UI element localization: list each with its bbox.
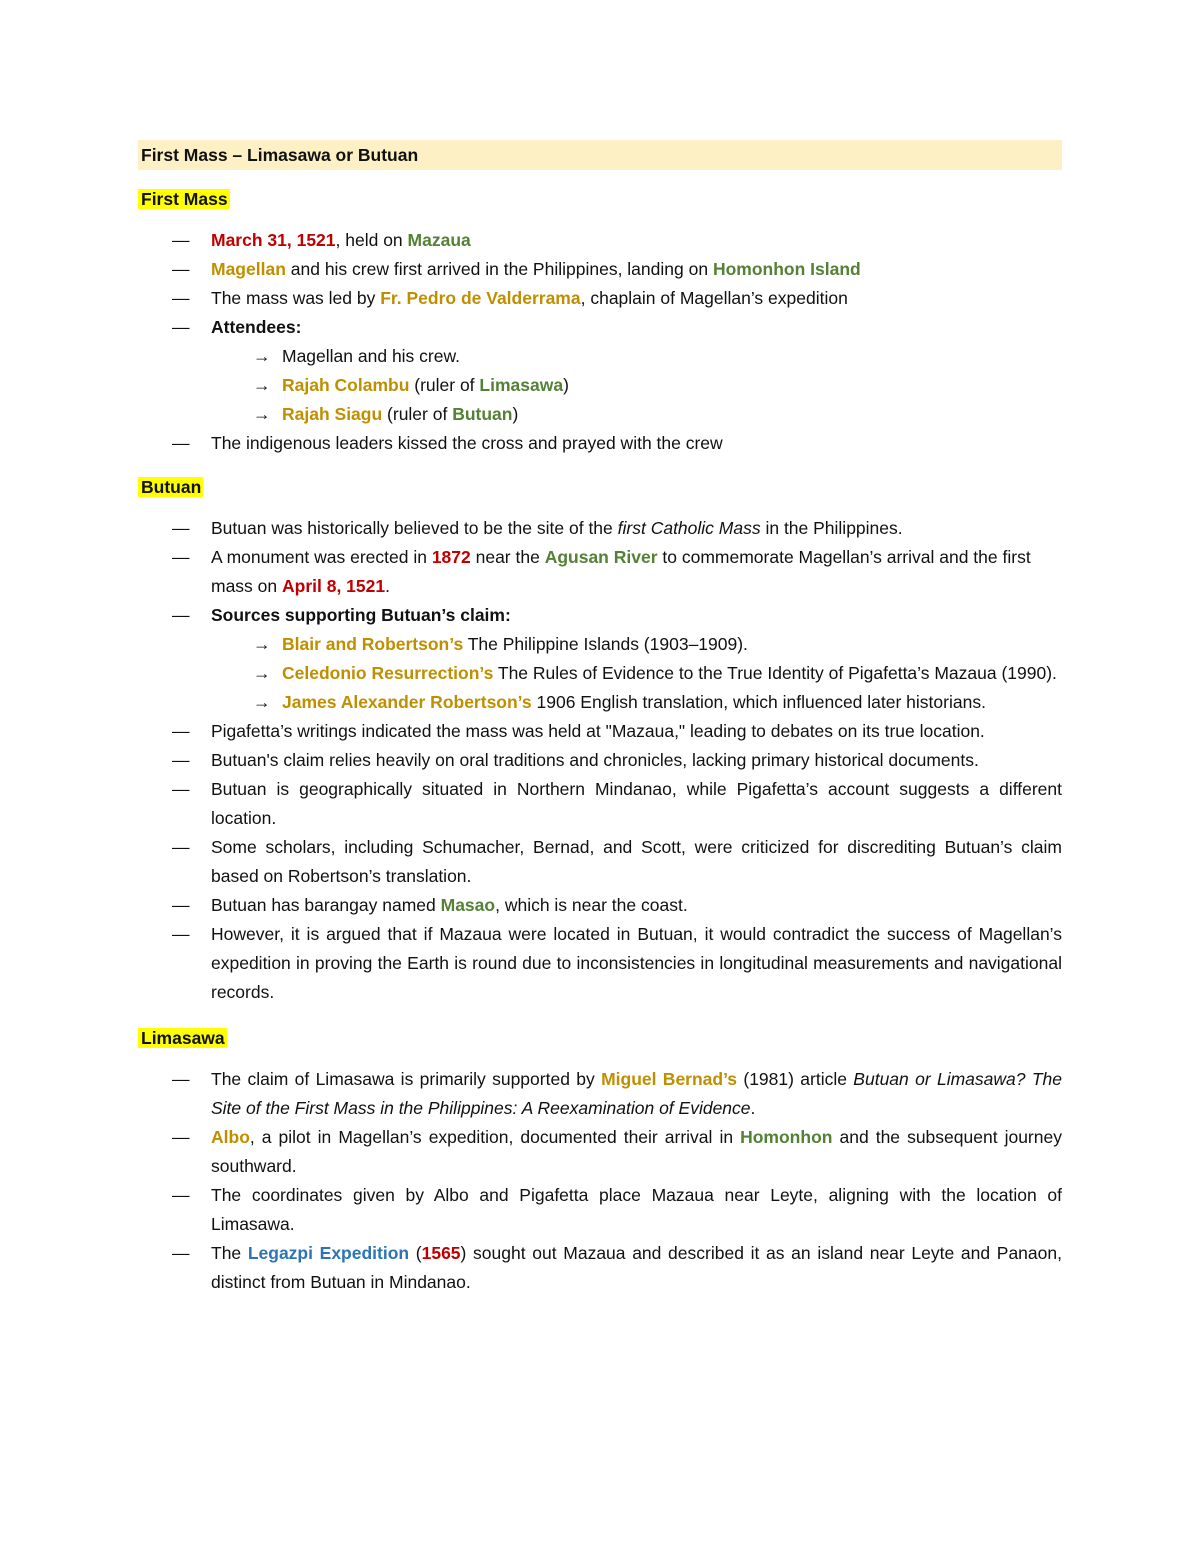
dash-bullet-icon: — xyxy=(172,433,190,453)
person-text: Fr. Pedro de Valderrama xyxy=(380,288,581,308)
text-run: A monument was erected in xyxy=(211,547,432,567)
dash-bullet-icon: — xyxy=(172,1127,190,1147)
text-run: Butuan is geographically situated in Northern Mindanao, while Pigafetta’s account suggests a different location. xyxy=(211,779,1062,828)
place-text: Butuan xyxy=(452,404,513,424)
text-run: and the subsequent journey southward. xyxy=(211,1127,1062,1176)
place-text: Homonhon Island xyxy=(712,259,861,279)
text-run: The indigenous leaders kissed the cross and prayed with the crew xyxy=(211,433,723,453)
place-text: Limasawa xyxy=(479,375,564,395)
person-text: Blair and Robertson’s xyxy=(282,634,464,654)
dash-bullet-icon: — xyxy=(172,259,190,279)
text-run: (ruler of xyxy=(409,375,480,395)
list-item xyxy=(138,1239,1062,1297)
heading-text: Butuan xyxy=(138,477,203,497)
dash-bullet-icon: — xyxy=(172,1069,190,1089)
arrow-bullet-icon: → xyxy=(253,634,271,654)
sub-list-item xyxy=(211,342,1062,371)
text-run: (ruler of xyxy=(382,404,453,424)
arrow-bullet-icon: → xyxy=(253,346,271,366)
text-run: . xyxy=(385,576,390,596)
list-item xyxy=(138,284,1062,313)
attendees-list xyxy=(211,342,1062,429)
dash-bullet-icon: — xyxy=(172,547,190,567)
list-item xyxy=(138,775,1062,833)
dash-bullet-icon: — xyxy=(172,605,190,625)
person-text: Magellan xyxy=(211,259,286,279)
section-heading-limasawa xyxy=(138,1025,1062,1051)
place-text: Homonhon xyxy=(740,1127,833,1147)
document-title: First Mass – Limasawa or Butuan xyxy=(138,140,1062,170)
person-text: Albo xyxy=(211,1127,250,1147)
text-run: The xyxy=(211,1243,248,1263)
heading-text: First Mass xyxy=(138,189,230,209)
attendees-label: Attendees: xyxy=(211,317,302,337)
person-text: Rajah Siagu xyxy=(282,404,383,424)
person-text: Rajah Colambu xyxy=(282,375,410,395)
sub-list-item xyxy=(211,400,1062,429)
text-run: Butuan was historically believed to be the site of the xyxy=(211,518,618,538)
text-run: The claim of Limasawa is primarily supported by xyxy=(211,1069,602,1089)
text-run: ) sought out Mazaua and described it as an island near Leyte and Panaon, distinct from Butuan in Mindanao. xyxy=(211,1243,1062,1292)
dash-bullet-icon: — xyxy=(172,750,190,770)
text-run: near the xyxy=(470,547,545,567)
section-heading-butuan xyxy=(138,474,1062,500)
dash-bullet-icon: — xyxy=(172,1243,190,1263)
text-run: . xyxy=(750,1098,756,1118)
sources-label: Sources supporting Butuan’s claim: xyxy=(211,605,511,625)
text-run: Magellan and his crew. xyxy=(282,346,461,366)
list-item xyxy=(138,833,1062,891)
italic-text: Butuan or Limasawa? The Site of the First Mass in the Philippines: A Reexamination of Evidence xyxy=(211,1069,1062,1118)
list-item xyxy=(138,746,1062,775)
date-text: April 8, 1521 xyxy=(282,576,386,596)
dash-bullet-icon: — xyxy=(172,895,190,915)
sub-list-item xyxy=(211,371,1062,400)
place-text: Mazaua xyxy=(407,230,471,250)
year-text: 1565 xyxy=(421,1243,461,1263)
text-run: ) xyxy=(512,404,519,424)
place-text: Agusan River xyxy=(544,547,658,567)
list-item xyxy=(138,717,1062,746)
text-run: Some scholars, including Schumacher, Bernad, and Scott, were criticized for discrediting Butuan’s claim based on Robertson’s translation. xyxy=(211,837,1062,886)
text-run: , which is near the coast. xyxy=(495,895,688,915)
list-item xyxy=(138,514,1062,543)
dash-bullet-icon: — xyxy=(172,518,190,538)
arrow-bullet-icon: → xyxy=(253,375,271,395)
sub-list-item xyxy=(211,688,1062,717)
dash-bullet-icon: — xyxy=(172,779,190,799)
text-run: The mass was led by xyxy=(211,288,381,308)
dash-bullet-icon: — xyxy=(172,721,190,741)
year-text: 1872 xyxy=(431,547,471,567)
text-run: ) xyxy=(563,375,569,395)
expedition-text: Legazpi Expedition xyxy=(247,1243,410,1263)
place-text: Masao xyxy=(440,895,496,915)
limasawa-list xyxy=(138,1065,1062,1297)
first-mass-list xyxy=(138,226,1062,458)
section-heading-first-mass xyxy=(138,186,1062,212)
list-item xyxy=(138,891,1062,920)
list-item xyxy=(138,1123,1062,1181)
dash-bullet-icon: — xyxy=(172,230,190,250)
date-text: March 31, 1521 xyxy=(211,230,336,250)
list-item xyxy=(138,429,1062,458)
list-item xyxy=(138,1065,1062,1123)
text-run: Pigafetta’s writings indicated the mass was held at "Mazaua," leading to debates on its true location. xyxy=(211,721,985,741)
dash-bullet-icon: — xyxy=(172,288,190,308)
sub-list-item xyxy=(211,659,1062,688)
heading-text: Limasawa xyxy=(138,1028,227,1048)
dash-bullet-icon: — xyxy=(172,924,190,944)
text-run: The Rules of Evidence to the True Identity of Pigafetta’s Mazaua (1990). xyxy=(493,663,1057,683)
text-run: to commemorate Magellan’s arrival and the first mass on xyxy=(211,547,1031,596)
person-text: Celedonio Resurrection’s xyxy=(282,663,494,683)
butuan-list xyxy=(138,514,1062,1007)
list-item xyxy=(138,255,1062,284)
text-run: 1906 English translation, which influenced later historians. xyxy=(531,692,986,712)
text-run: , a pilot in Magellan’s expedition, documented their arrival in xyxy=(249,1127,741,1147)
document-content xyxy=(138,140,1062,1297)
list-item xyxy=(138,313,1062,429)
sources-list xyxy=(211,630,1062,717)
italic-text: first Catholic Mass xyxy=(617,518,761,538)
list-item xyxy=(138,601,1062,717)
text-run: Butuan's claim relies heavily on oral traditions and chronicles, lacking primary historical documents. xyxy=(211,750,979,770)
dash-bullet-icon: — xyxy=(172,1185,190,1205)
person-text: James Alexander Robertson’s xyxy=(282,692,532,712)
list-item xyxy=(138,543,1062,601)
arrow-bullet-icon: → xyxy=(253,692,271,712)
text-run: in the Philippines. xyxy=(760,518,903,538)
text-run: The coordinates given by Albo and Pigafetta place Mazaua near Leyte, aligning with the location of Limasawa. xyxy=(211,1185,1062,1234)
text-run: The Philippine Islands (1903–1909). xyxy=(463,634,748,654)
arrow-bullet-icon: → xyxy=(253,663,271,683)
text-run: ( xyxy=(409,1243,422,1263)
person-text: Miguel Bernad’s xyxy=(601,1069,738,1089)
list-item xyxy=(138,1181,1062,1239)
text-run: and his crew first arrived in the Philippines, landing on xyxy=(285,259,713,279)
arrow-bullet-icon: → xyxy=(253,404,271,424)
text-run: Butuan has barangay named xyxy=(211,895,441,915)
dash-bullet-icon: — xyxy=(172,837,190,857)
list-item xyxy=(138,920,1062,1007)
list-item xyxy=(138,226,1062,255)
text-run: , chaplain of Magellan’s expedition xyxy=(580,288,848,308)
text-run: , held on xyxy=(335,230,408,250)
text-run: However, it is argued that if Mazaua were located in Butuan, it would contradict the success of Magellan’s expedition in proving the Earth is round due to inconsistencies in longitudinal measurements and navigational records. xyxy=(211,924,1062,1002)
dash-bullet-icon: — xyxy=(172,317,190,337)
text-run: (1981) article xyxy=(737,1069,854,1089)
sub-list-item xyxy=(211,630,1062,659)
